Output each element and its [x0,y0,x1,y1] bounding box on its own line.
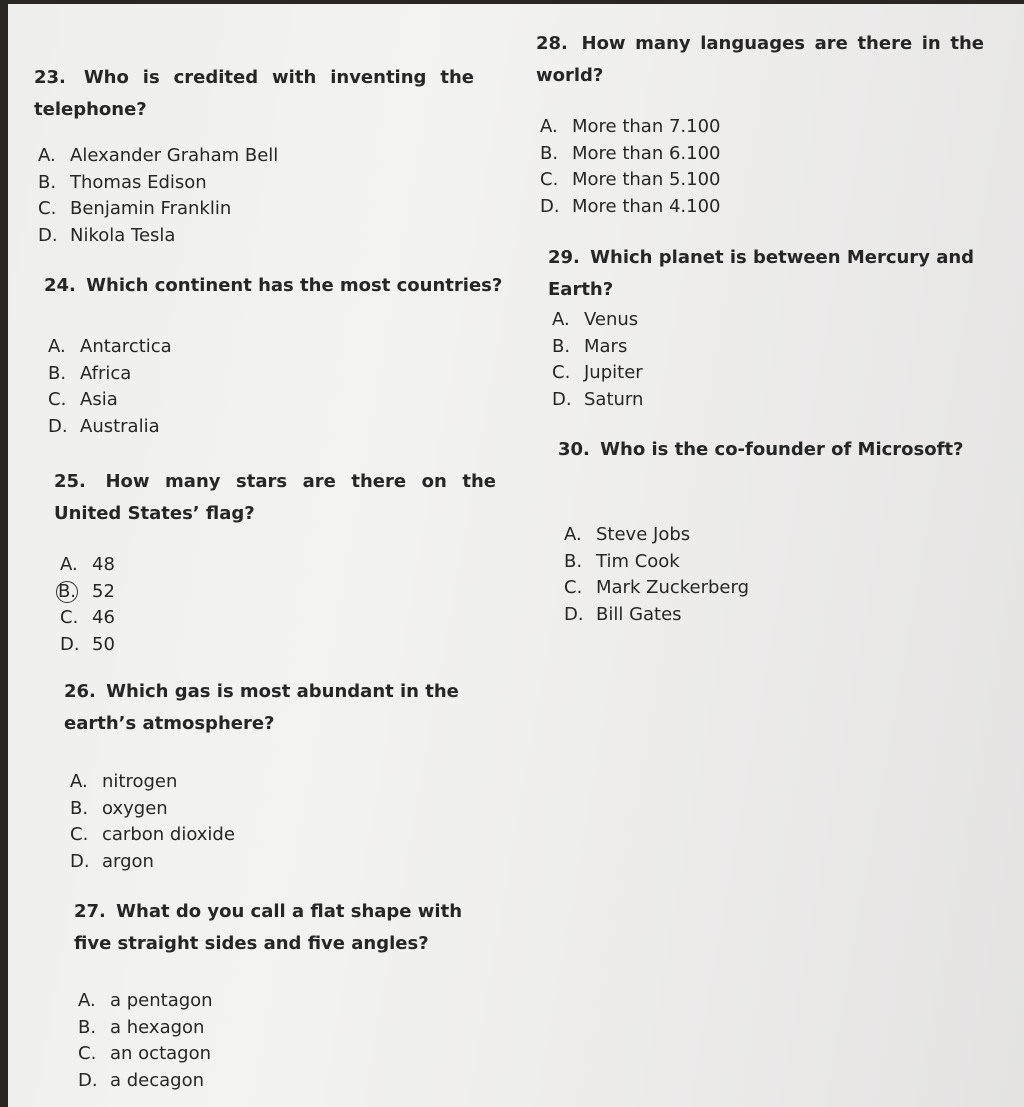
question-number: 28. [536,33,568,54]
option-c[interactable]: C. an octagon [78,1043,212,1064]
option-c[interactable]: C. More than 5.100 [540,169,721,190]
options-23 [38,143,278,249]
option-d[interactable]: D. Australia [48,415,160,437]
options-24 [48,334,172,440]
option-a[interactable]: A. More than 7.100 [540,116,721,137]
question-26 [64,676,524,740]
question-number: 26. [64,681,96,702]
option-b[interactable]: B. More than 6.100 [540,142,721,164]
option-d[interactable]: D. 50 [60,633,115,655]
question-24 [44,270,504,302]
question-27 [74,896,494,960]
option-c[interactable]: C. Mark Zuckerberg [564,577,750,598]
answer-circle: B. [57,580,77,602]
option-d[interactable]: D. Saturn [552,388,644,410]
option-c[interactable]: C. Asia [48,389,118,410]
option-d[interactable]: D. Bill Gates [564,603,682,625]
option-b[interactable]: B. Thomas Edison [38,171,207,193]
option-d[interactable]: D. argon [70,850,154,872]
question-text: Which planet is between Mercury and Earth? [548,247,975,300]
options-26 [70,769,235,875]
options-27 [78,988,213,1094]
question-text: How many stars are there on the United States’ flag? [54,471,496,524]
question-text: Which gas is most abundant in the earth’s atmosphere? [64,681,459,734]
option-c[interactable]: C. Jupiter [552,362,643,383]
option-b[interactable]: B. a hexagon [78,1016,205,1038]
question-text: Who is the co-founder of Microsoft? [600,439,964,460]
option-a[interactable]: A. Antarctica [48,336,172,357]
question-number: 24. [44,275,76,296]
option-b[interactable]: B. Mars [552,335,628,357]
quiz-sheet [8,4,1024,1107]
question-number: 29. [548,247,580,268]
option-d[interactable]: D. Nikola Tesla [38,224,176,246]
option-c[interactable]: C. Benjamin Franklin [38,198,232,219]
option-a[interactable]: A. Steve Jobs [564,524,691,545]
options-25 [57,552,115,658]
question-text: What do you call a flat shape with five straight sides and five angles? [74,901,463,954]
option-a[interactable]: A. Alexander Graham Bell [38,145,279,166]
question-number: 23. [34,67,66,88]
option-c[interactable]: C. carbon dioxide [70,824,235,845]
option-b-circled[interactable]: B. 52 [57,580,115,602]
option-a[interactable]: A. a pentagon [78,990,213,1011]
question-text: Which continent has the most countries? [86,275,503,296]
option-a[interactable]: A. Venus [552,309,639,330]
option-b[interactable]: B. oxygen [70,797,168,819]
question-number: 25. [54,471,86,492]
question-number: 30. [558,439,590,460]
options-30 [564,522,749,628]
option-c[interactable]: C. 46 [60,607,115,628]
question-30 [558,434,978,466]
question-25 [54,466,496,530]
option-b[interactable]: B. Tim Cook [564,550,680,572]
options-28 [540,114,721,220]
question-23 [34,62,474,126]
option-d[interactable]: D. More than 4.100 [540,195,721,217]
question-text: Who is credited with inventing the telephone? [34,67,474,120]
option-d[interactable]: D. a decagon [78,1069,205,1091]
question-number: 27. [74,901,106,922]
question-29 [548,242,1024,306]
options-29 [552,307,643,413]
option-a[interactable]: A. nitrogen [70,771,178,792]
question-28 [536,28,984,92]
option-a[interactable]: A. 48 [60,554,115,575]
option-b[interactable]: B. Africa [48,362,132,384]
question-text: How many languages are there in the world? [536,33,984,86]
